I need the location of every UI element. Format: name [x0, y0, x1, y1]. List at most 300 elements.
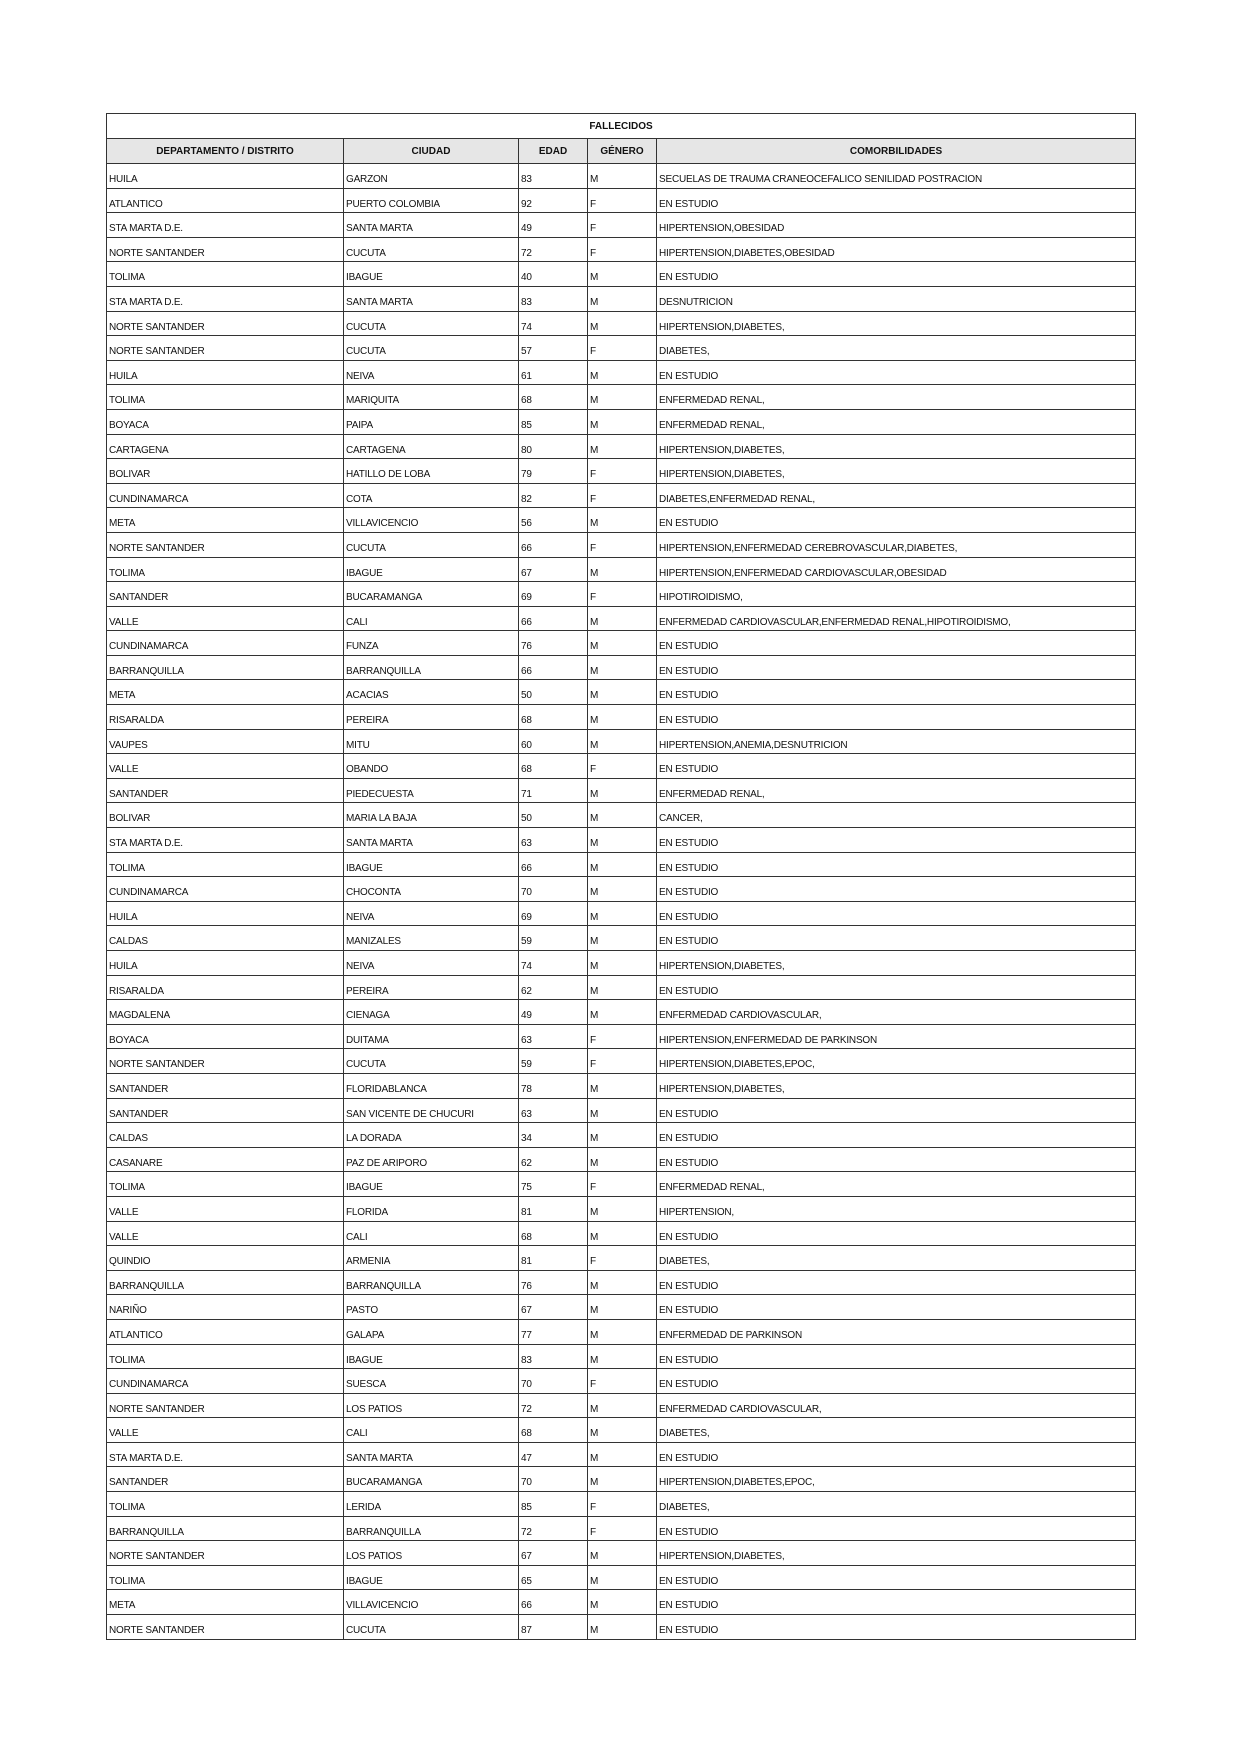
table-row [107, 655, 1136, 680]
cell-comorbilidades: HIPERTENSION,ANEMIA,DESNUTRICION [657, 729, 1136, 754]
cell-departamento: STA MARTA D.E. [107, 1442, 344, 1467]
cell-comorbilidades: ENFERMEDAD RENAL, [657, 385, 1136, 410]
cell-comorbilidades: HIPERTENSION, [657, 1196, 1136, 1221]
cell-departamento: CARTAGENA [107, 434, 344, 459]
cell-genero: M [588, 385, 657, 410]
cell-ciudad: LOS PATIOS [344, 1393, 519, 1418]
cell-genero: M [588, 631, 657, 656]
table-row [107, 434, 1136, 459]
cell-comorbilidades: EN ESTUDIO [657, 901, 1136, 926]
cell-edad: 69 [519, 582, 588, 607]
cell-genero: M [588, 1270, 657, 1295]
cell-genero: M [588, 1221, 657, 1246]
cell-edad: 74 [519, 311, 588, 336]
table-row [107, 237, 1136, 262]
cell-comorbilidades: HIPERTENSION,ENFERMEDAD CEREBROVASCULAR,DIABETES, [657, 532, 1136, 557]
cell-departamento: ATLANTICO [107, 1319, 344, 1344]
cell-comorbilidades: EN ESTUDIO [657, 508, 1136, 533]
cell-genero: M [588, 680, 657, 705]
cell-ciudad: CUCUTA [344, 311, 519, 336]
table-row [107, 1369, 1136, 1394]
cell-edad: 68 [519, 705, 588, 730]
cell-comorbilidades: ENFERMEDAD RENAL, [657, 409, 1136, 434]
cell-comorbilidades: EN ESTUDIO [657, 1221, 1136, 1246]
cell-comorbilidades: EN ESTUDIO [657, 1590, 1136, 1615]
cell-genero: M [588, 164, 657, 189]
cell-genero: M [588, 1615, 657, 1640]
cell-genero: F [588, 1172, 657, 1197]
cell-ciudad: VILLAVICENCIO [344, 508, 519, 533]
cell-edad: 67 [519, 557, 588, 582]
table-row [107, 1319, 1136, 1344]
table-row [107, 508, 1136, 533]
header-ciudad: CIUDAD [344, 139, 519, 164]
cell-departamento: NORTE SANTANDER [107, 1541, 344, 1566]
cell-comorbilidades: EN ESTUDIO [657, 877, 1136, 902]
cell-edad: 77 [519, 1319, 588, 1344]
cell-ciudad: IBAGUE [344, 557, 519, 582]
cell-departamento: BOYACA [107, 1024, 344, 1049]
cell-departamento: TOLIMA [107, 1492, 344, 1517]
cell-departamento: SANTANDER [107, 1467, 344, 1492]
cell-edad: 56 [519, 508, 588, 533]
cell-ciudad: NEIVA [344, 901, 519, 926]
cell-departamento: CUNDINAMARCA [107, 877, 344, 902]
cell-genero: M [588, 1196, 657, 1221]
cell-ciudad: NEIVA [344, 360, 519, 385]
cell-edad: 47 [519, 1442, 588, 1467]
table-row [107, 778, 1136, 803]
cell-edad: 72 [519, 1516, 588, 1541]
cell-comorbilidades: EN ESTUDIO [657, 1270, 1136, 1295]
cell-departamento: NORTE SANTANDER [107, 1615, 344, 1640]
cell-genero: M [588, 508, 657, 533]
cell-genero: M [588, 1000, 657, 1025]
cell-edad: 49 [519, 1000, 588, 1025]
cell-edad: 70 [519, 1369, 588, 1394]
cell-departamento: HUILA [107, 164, 344, 189]
table-row [107, 532, 1136, 557]
cell-ciudad: IBAGUE [344, 1344, 519, 1369]
table-row [107, 1246, 1136, 1271]
table-row [107, 385, 1136, 410]
table-row [107, 164, 1136, 189]
cell-departamento: TOLIMA [107, 385, 344, 410]
table-row [107, 631, 1136, 656]
table-row [107, 1024, 1136, 1049]
cell-edad: 66 [519, 852, 588, 877]
table-row [107, 336, 1136, 361]
cell-edad: 70 [519, 1467, 588, 1492]
table-row [107, 975, 1136, 1000]
cell-edad: 79 [519, 459, 588, 484]
table-body [107, 164, 1136, 1640]
cell-ciudad: BARRANQUILLA [344, 655, 519, 680]
table-row [107, 557, 1136, 582]
cell-edad: 63 [519, 1024, 588, 1049]
table-row [107, 213, 1136, 238]
cell-edad: 72 [519, 1393, 588, 1418]
cell-edad: 61 [519, 360, 588, 385]
table-row [107, 951, 1136, 976]
cell-comorbilidades: HIPERTENSION,OBESIDAD [657, 213, 1136, 238]
cell-ciudad: CIENAGA [344, 1000, 519, 1025]
cell-departamento: VALLE [107, 754, 344, 779]
cell-comorbilidades: HIPERTENSION,DIABETES, [657, 1073, 1136, 1098]
cell-ciudad: GALAPA [344, 1319, 519, 1344]
table-row [107, 729, 1136, 754]
cell-departamento: BARRANQUILLA [107, 655, 344, 680]
cell-departamento: STA MARTA D.E. [107, 828, 344, 853]
cell-genero: M [588, 926, 657, 951]
cell-edad: 68 [519, 1221, 588, 1246]
cell-edad: 83 [519, 1344, 588, 1369]
cell-ciudad: DUITAMA [344, 1024, 519, 1049]
cell-edad: 66 [519, 1590, 588, 1615]
cell-ciudad: PUERTO COLOMBIA [344, 188, 519, 213]
cell-genero: M [588, 1123, 657, 1148]
table-row [107, 1172, 1136, 1197]
table-row [107, 1492, 1136, 1517]
cell-departamento: MAGDALENA [107, 1000, 344, 1025]
cell-genero: F [588, 336, 657, 361]
cell-genero: F [588, 459, 657, 484]
table-row [107, 926, 1136, 951]
table-row [107, 1418, 1136, 1443]
cell-ciudad: ACACIAS [344, 680, 519, 705]
table-row [107, 483, 1136, 508]
cell-ciudad: CUCUTA [344, 237, 519, 262]
cell-genero: M [588, 409, 657, 434]
cell-departamento: TOLIMA [107, 1344, 344, 1369]
cell-departamento: HUILA [107, 951, 344, 976]
cell-genero: M [588, 803, 657, 828]
cell-ciudad: CUCUTA [344, 532, 519, 557]
cell-edad: 62 [519, 1147, 588, 1172]
cell-ciudad: CUCUTA [344, 336, 519, 361]
cell-ciudad: BARRANQUILLA [344, 1270, 519, 1295]
cell-ciudad: FLORIDABLANCA [344, 1073, 519, 1098]
cell-genero: F [588, 532, 657, 557]
cell-genero: F [588, 1516, 657, 1541]
cell-departamento: CALDAS [107, 1123, 344, 1148]
cell-departamento: BARRANQUILLA [107, 1516, 344, 1541]
cell-edad: 50 [519, 803, 588, 828]
cell-ciudad: FUNZA [344, 631, 519, 656]
cell-ciudad: SANTA MARTA [344, 286, 519, 311]
cell-genero: M [588, 1319, 657, 1344]
cell-comorbilidades: HIPERTENSION,DIABETES, [657, 459, 1136, 484]
table-row [107, 286, 1136, 311]
cell-comorbilidades: SECUELAS DE TRAUMA CRANEOCEFALICO SENILIDAD POSTRACION [657, 164, 1136, 189]
cell-ciudad: SUESCA [344, 1369, 519, 1394]
table-row [107, 1123, 1136, 1148]
cell-ciudad: MARIQUITA [344, 385, 519, 410]
cell-comorbilidades: EN ESTUDIO [657, 1615, 1136, 1640]
fallecidos-table-container [106, 113, 1135, 1640]
cell-departamento: TOLIMA [107, 1172, 344, 1197]
fallecidos-table [106, 113, 1136, 1640]
cell-comorbilidades: CANCER, [657, 803, 1136, 828]
cell-comorbilidades: EN ESTUDIO [657, 1565, 1136, 1590]
cell-departamento: HUILA [107, 360, 344, 385]
cell-edad: 49 [519, 213, 588, 238]
cell-edad: 75 [519, 1172, 588, 1197]
table-row [107, 1590, 1136, 1615]
table-row [107, 680, 1136, 705]
cell-comorbilidades: HIPERTENSION,DIABETES, [657, 1541, 1136, 1566]
cell-comorbilidades: ENFERMEDAD DE PARKINSON [657, 1319, 1136, 1344]
cell-departamento: RISARALDA [107, 705, 344, 730]
cell-genero: M [588, 262, 657, 287]
cell-genero: F [588, 213, 657, 238]
cell-comorbilidades: HIPERTENSION,DIABETES,EPOC, [657, 1049, 1136, 1074]
cell-edad: 59 [519, 1049, 588, 1074]
cell-genero: M [588, 286, 657, 311]
cell-genero: M [588, 655, 657, 680]
cell-genero: F [588, 582, 657, 607]
cell-departamento: CALDAS [107, 926, 344, 951]
cell-genero: M [588, 975, 657, 1000]
cell-departamento: SANTANDER [107, 582, 344, 607]
cell-edad: 66 [519, 655, 588, 680]
cell-ciudad: FLORIDA [344, 1196, 519, 1221]
cell-genero: M [588, 705, 657, 730]
cell-genero: M [588, 1541, 657, 1566]
cell-edad: 87 [519, 1615, 588, 1640]
table-row [107, 606, 1136, 631]
cell-departamento: NORTE SANTANDER [107, 311, 344, 336]
cell-departamento: NARIÑO [107, 1295, 344, 1320]
table-row [107, 1565, 1136, 1590]
cell-departamento: NORTE SANTANDER [107, 237, 344, 262]
table-row [107, 1049, 1136, 1074]
table-row [107, 1073, 1136, 1098]
cell-edad: 66 [519, 532, 588, 557]
cell-edad: 40 [519, 262, 588, 287]
cell-departamento: CUNDINAMARCA [107, 1369, 344, 1394]
cell-edad: 57 [519, 336, 588, 361]
cell-departamento: NORTE SANTANDER [107, 1393, 344, 1418]
cell-departamento: NORTE SANTANDER [107, 532, 344, 557]
table-row [107, 1270, 1136, 1295]
cell-departamento: RISARALDA [107, 975, 344, 1000]
cell-comorbilidades: EN ESTUDIO [657, 631, 1136, 656]
cell-edad: 83 [519, 286, 588, 311]
cell-genero: F [588, 1246, 657, 1271]
cell-departamento: VALLE [107, 1221, 344, 1246]
cell-comorbilidades: ENFERMEDAD CARDIOVASCULAR, [657, 1000, 1136, 1025]
table-row [107, 705, 1136, 730]
cell-ciudad: MANIZALES [344, 926, 519, 951]
cell-comorbilidades: HIPERTENSION,DIABETES, [657, 311, 1136, 336]
table-row [107, 311, 1136, 336]
table-row [107, 901, 1136, 926]
cell-genero: M [588, 434, 657, 459]
cell-departamento: VALLE [107, 1196, 344, 1221]
cell-comorbilidades: EN ESTUDIO [657, 1098, 1136, 1123]
cell-departamento: CASANARE [107, 1147, 344, 1172]
cell-genero: M [588, 1344, 657, 1369]
cell-ciudad: BUCARAMANGA [344, 582, 519, 607]
cell-ciudad: CALI [344, 1221, 519, 1246]
cell-ciudad: PEREIRA [344, 705, 519, 730]
cell-comorbilidades: DIABETES,ENFERMEDAD RENAL, [657, 483, 1136, 508]
cell-edad: 62 [519, 975, 588, 1000]
cell-departamento: BARRANQUILLA [107, 1270, 344, 1295]
table-title: FALLECIDOS [107, 114, 1136, 139]
cell-edad: 85 [519, 409, 588, 434]
cell-edad: 68 [519, 385, 588, 410]
cell-edad: 76 [519, 631, 588, 656]
cell-ciudad: PASTO [344, 1295, 519, 1320]
cell-comorbilidades: HIPERTENSION,DIABETES,OBESIDAD [657, 237, 1136, 262]
cell-edad: 81 [519, 1196, 588, 1221]
cell-comorbilidades: EN ESTUDIO [657, 655, 1136, 680]
cell-edad: 83 [519, 164, 588, 189]
cell-edad: 66 [519, 606, 588, 631]
table-row [107, 1442, 1136, 1467]
cell-comorbilidades: EN ESTUDIO [657, 705, 1136, 730]
cell-ciudad: OBANDO [344, 754, 519, 779]
cell-genero: M [588, 729, 657, 754]
table-row [107, 459, 1136, 484]
cell-ciudad: BUCARAMANGA [344, 1467, 519, 1492]
cell-comorbilidades: EN ESTUDIO [657, 1147, 1136, 1172]
cell-ciudad: LERIDA [344, 1492, 519, 1517]
cell-departamento: HUILA [107, 901, 344, 926]
cell-genero: F [588, 237, 657, 262]
cell-comorbilidades: EN ESTUDIO [657, 188, 1136, 213]
cell-edad: 65 [519, 1565, 588, 1590]
cell-departamento: SANTANDER [107, 778, 344, 803]
cell-departamento: VALLE [107, 606, 344, 631]
table-row [107, 803, 1136, 828]
cell-comorbilidades: EN ESTUDIO [657, 975, 1136, 1000]
cell-ciudad: ARMENIA [344, 1246, 519, 1271]
cell-comorbilidades: HIPOTIROIDISMO, [657, 582, 1136, 607]
cell-ciudad: CUCUTA [344, 1049, 519, 1074]
cell-edad: 59 [519, 926, 588, 951]
table-row [107, 188, 1136, 213]
cell-edad: 70 [519, 877, 588, 902]
cell-departamento: NORTE SANTANDER [107, 336, 344, 361]
header-genero: GÉNERO [588, 139, 657, 164]
cell-ciudad: CHOCONTA [344, 877, 519, 902]
cell-comorbilidades: EN ESTUDIO [657, 1442, 1136, 1467]
cell-edad: 50 [519, 680, 588, 705]
cell-departamento: QUINDIO [107, 1246, 344, 1271]
cell-comorbilidades: DESNUTRICION [657, 286, 1136, 311]
cell-departamento: TOLIMA [107, 852, 344, 877]
cell-comorbilidades: EN ESTUDIO [657, 1344, 1136, 1369]
cell-edad: 72 [519, 237, 588, 262]
table-row [107, 1516, 1136, 1541]
cell-genero: M [588, 1073, 657, 1098]
cell-departamento: TOLIMA [107, 557, 344, 582]
cell-departamento: CUNDINAMARCA [107, 483, 344, 508]
table-row [107, 360, 1136, 385]
cell-departamento: META [107, 1590, 344, 1615]
cell-comorbilidades: ENFERMEDAD RENAL, [657, 1172, 1136, 1197]
cell-genero: M [588, 1467, 657, 1492]
table-row [107, 1467, 1136, 1492]
cell-ciudad: PIEDECUESTA [344, 778, 519, 803]
cell-departamento: VALLE [107, 1418, 344, 1443]
cell-ciudad: SANTA MARTA [344, 828, 519, 853]
cell-ciudad: CUCUTA [344, 1615, 519, 1640]
table-row [107, 1221, 1136, 1246]
cell-genero: M [588, 901, 657, 926]
cell-edad: 67 [519, 1541, 588, 1566]
cell-departamento: NORTE SANTANDER [107, 1049, 344, 1074]
cell-comorbilidades: EN ESTUDIO [657, 680, 1136, 705]
table-row [107, 1541, 1136, 1566]
cell-departamento: META [107, 680, 344, 705]
cell-ciudad: CALI [344, 606, 519, 631]
table-row [107, 877, 1136, 902]
cell-comorbilidades: EN ESTUDIO [657, 1295, 1136, 1320]
cell-comorbilidades: EN ESTUDIO [657, 828, 1136, 853]
cell-edad: 71 [519, 778, 588, 803]
table-row [107, 409, 1136, 434]
cell-comorbilidades: DIABETES, [657, 1418, 1136, 1443]
cell-genero: M [588, 1418, 657, 1443]
cell-comorbilidades: HIPERTENSION,DIABETES, [657, 434, 1136, 459]
table-row [107, 1196, 1136, 1221]
cell-comorbilidades: EN ESTUDIO [657, 360, 1136, 385]
cell-departamento: STA MARTA D.E. [107, 286, 344, 311]
cell-edad: 76 [519, 1270, 588, 1295]
table-row [107, 852, 1136, 877]
cell-ciudad: MARIA LA BAJA [344, 803, 519, 828]
cell-departamento: BOLIVAR [107, 459, 344, 484]
cell-ciudad: VILLAVICENCIO [344, 1590, 519, 1615]
cell-ciudad: IBAGUE [344, 262, 519, 287]
cell-genero: M [588, 852, 657, 877]
cell-ciudad: GARZON [344, 164, 519, 189]
cell-departamento: VAUPES [107, 729, 344, 754]
header-departamento: DEPARTAMENTO / DISTRITO [107, 139, 344, 164]
cell-edad: 78 [519, 1073, 588, 1098]
cell-departamento: META [107, 508, 344, 533]
cell-ciudad: CARTAGENA [344, 434, 519, 459]
cell-ciudad: LA DORADA [344, 1123, 519, 1148]
cell-genero: F [588, 483, 657, 508]
cell-edad: 81 [519, 1246, 588, 1271]
cell-departamento: SANTANDER [107, 1073, 344, 1098]
cell-genero: M [588, 557, 657, 582]
cell-departamento: BOLIVAR [107, 803, 344, 828]
cell-ciudad: BARRANQUILLA [344, 1516, 519, 1541]
cell-ciudad: PAZ DE ARIPORO [344, 1147, 519, 1172]
cell-comorbilidades: EN ESTUDIO [657, 262, 1136, 287]
table-row [107, 1000, 1136, 1025]
table-row [107, 754, 1136, 779]
table-row [107, 1615, 1136, 1640]
cell-genero: M [588, 606, 657, 631]
cell-ciudad: PEREIRA [344, 975, 519, 1000]
cell-edad: 74 [519, 951, 588, 976]
cell-ciudad: IBAGUE [344, 1565, 519, 1590]
cell-genero: F [588, 1492, 657, 1517]
table-row [107, 1344, 1136, 1369]
table-row [107, 1295, 1136, 1320]
table-row [107, 1147, 1136, 1172]
cell-departamento: TOLIMA [107, 262, 344, 287]
cell-genero: M [588, 360, 657, 385]
cell-genero: F [588, 188, 657, 213]
